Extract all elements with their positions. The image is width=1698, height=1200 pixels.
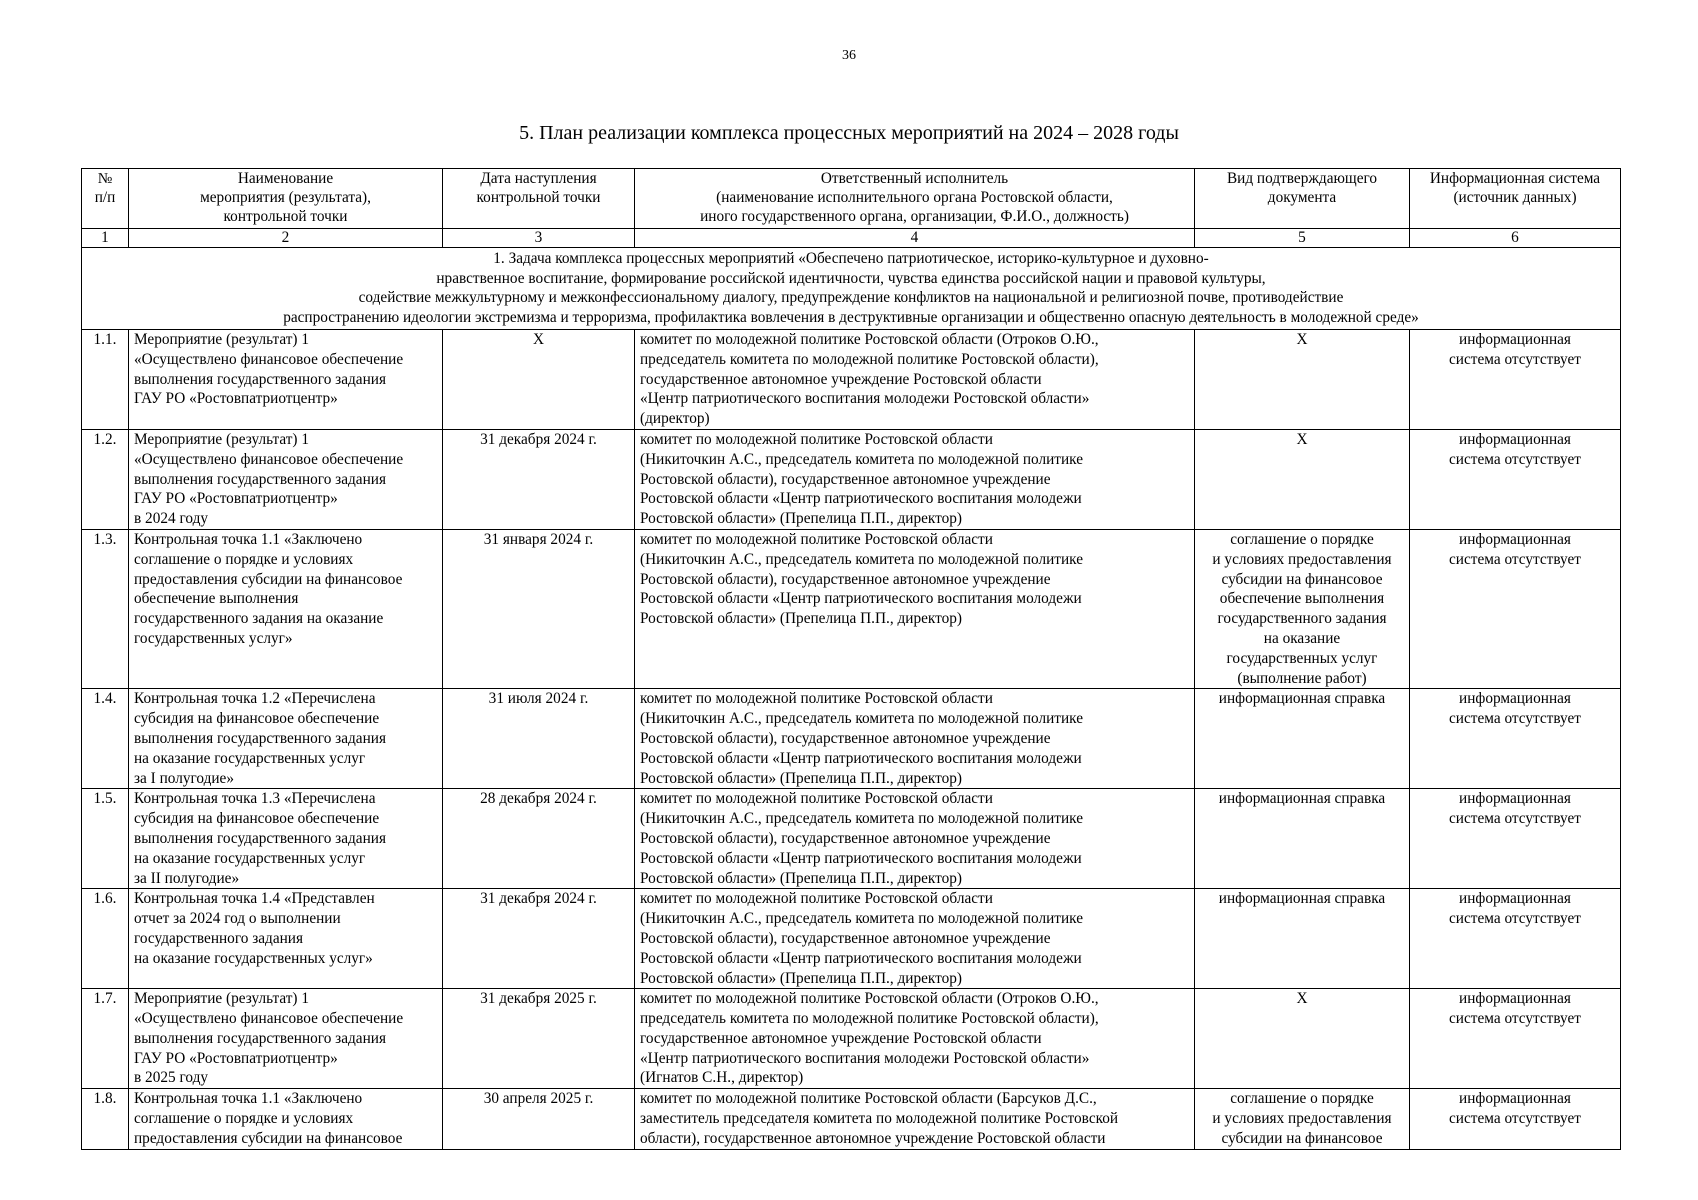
row-name: Мероприятие (результат) 1 «Осуществлено финансовое обеспечение выполнения государственного задания ГАУ РО «Ростовпатриотцентр» в 2024 году [129, 429, 443, 529]
row-responsible: комитет по молодежной политике Ростовской области (Никиточкин А.С., председатель комитета по молодежной политике Ростовской области), государственное автономное учреждение Ростовской области «Центр патриотического воспитания молодежи Ростовской области» (Препелица П.П., директор) [635, 889, 1195, 989]
row-name: Контрольная точка 1.1 «Заключено соглашение о порядке и условиях предоставления субсидии на финансовое обеспечение выполнения государственного задания на оказание государственных услуг» [129, 529, 443, 688]
table-row [82, 889, 1621, 989]
column-number: 5 [1195, 229, 1410, 248]
column-number: 2 [129, 229, 443, 248]
row-document: Х [1195, 429, 1410, 529]
row-name: Контрольная точка 1.1 «Заключено соглашение о порядке и условиях предоставления субсидии на финансовое [129, 1089, 443, 1149]
column-number: 1 [82, 229, 129, 248]
row-info-system: информационная система отсутствует [1410, 429, 1621, 529]
row-number: 1.6. [82, 889, 129, 989]
row-document: соглашение о порядке и условиях предоставления субсидии на финансовое [1195, 1089, 1410, 1149]
table-row [82, 789, 1621, 889]
column-numbers-row [82, 229, 1621, 248]
row-name: Контрольная точка 1.2 «Перечислена субсидия на финансовое обеспечение выполнения государственного задания на оказание государственных услуг за I полугодие» [129, 689, 443, 789]
row-number: 1.5. [82, 789, 129, 889]
row-date: 30 апреля 2025 г. [443, 1089, 635, 1149]
row-date: 31 декабря 2024 г. [443, 889, 635, 989]
header-info-system: Информационная система (источник данных) [1410, 169, 1621, 229]
row-document: информационная справка [1195, 889, 1410, 989]
row-name: Мероприятие (результат) 1 «Осуществлено финансовое обеспечение выполнения государственного задания ГАУ РО «Ростовпатриотцентр» [129, 330, 443, 430]
table-row [82, 1089, 1621, 1149]
row-info-system: информационная система отсутствует [1410, 529, 1621, 688]
header-row [82, 169, 1621, 229]
header-document: Вид подтверждающего документа [1195, 169, 1410, 229]
row-number: 1.4. [82, 689, 129, 789]
row-date: 28 декабря 2024 г. [443, 789, 635, 889]
row-responsible: комитет по молодежной политике Ростовской области (Никиточкин А.С., председатель комитета по молодежной политике Ростовской области), государственное автономное учреждение Ростовской области «Центр патриотического воспитания молодежи Ростовской области» (Препелица П.П., директор) [635, 689, 1195, 789]
row-info-system: информационная система отсутствует [1410, 1089, 1621, 1149]
table-row [82, 689, 1621, 789]
header-responsible: Ответственный исполнитель (наименование исполнительного органа Ростовской области, иного государственного органа, организации, Ф.И.О., должность) [635, 169, 1195, 229]
row-info-system: информационная система отсутствует [1410, 689, 1621, 789]
table-row [82, 989, 1621, 1089]
header-name: Наименование мероприятия (результата), контрольной точки [129, 169, 443, 229]
plan-table [81, 168, 1621, 1150]
column-number: 4 [635, 229, 1195, 248]
row-date: 31 июля 2024 г. [443, 689, 635, 789]
row-responsible: комитет по молодежной политике Ростовской области (Отроков О.Ю., председатель комитета по молодежной политике Ростовской области), государственное автономное учреждение Ростовской области «Центр патриотического воспитания молодежи Ростовской области» (Игнатов С.Н., директор) [635, 989, 1195, 1089]
row-date: 31 декабря 2025 г. [443, 989, 635, 1089]
row-document: Х [1195, 330, 1410, 430]
page-title: 5. План реализации комплекса процессных мероприятий на 2024 – 2028 годы [519, 122, 1179, 144]
row-responsible: комитет по молодежной политике Ростовской области (Никиточкин А.С., председатель комитета по молодежной политике Ростовской области), государственное автономное учреждение Ростовской области «Центр патриотического воспитания молодежи Ростовской области» (Препелица П.П., директор) [635, 789, 1195, 889]
row-date: 31 января 2024 г. [443, 529, 635, 688]
row-info-system: информационная система отсутствует [1410, 789, 1621, 889]
row-number: 1.3. [82, 529, 129, 688]
row-document: соглашение о порядке и условиях предоставления субсидии на финансовое обеспечение выполнения государственного задания на оказание государственных услуг (выполнение работ) [1195, 529, 1410, 688]
row-info-system: информационная система отсутствует [1410, 989, 1621, 1089]
row-number: 1.7. [82, 989, 129, 1089]
row-name: Контрольная точка 1.3 «Перечислена субсидия на финансовое обеспечение выполнения государственного задания на оказание государственных услуг за II полугодие» [129, 789, 443, 889]
page-number: 36 [842, 48, 856, 63]
table-row [82, 429, 1621, 529]
task-description: 1. Задача комплекса процессных мероприятий «Обеспечено патриотическое, историко-культурное и духовно- нравственное воспитание, формирование российской идентичности, чувства единства российской нации и правовой культуры, содействие межкультурному и межконфессиональному диалогу, предупреждение конфликтов на национальной и религиозной почве, противодействие распространению идеологии экстремизма и терроризма, профилактика вовлечения в деструктивные организации и общественно опасную деятельность в молодежной среде» [82, 248, 1621, 330]
row-document: информационная справка [1195, 689, 1410, 789]
column-number: 6 [1410, 229, 1621, 248]
row-number: 1.1. [82, 330, 129, 430]
row-number: 1.2. [82, 429, 129, 529]
row-info-system: информационная система отсутствует [1410, 330, 1621, 430]
row-info-system: информационная система отсутствует [1410, 889, 1621, 989]
header-date: Дата наступления контрольной точки [443, 169, 635, 229]
row-responsible: комитет по молодежной политике Ростовской области (Никиточкин А.С., председатель комитета по молодежной политике Ростовской области), государственное автономное учреждение Ростовской области «Центр патриотического воспитания молодежи Ростовской области» (Препелица П.П., директор) [635, 429, 1195, 529]
row-document: информационная справка [1195, 789, 1410, 889]
task-row [82, 248, 1621, 330]
table-row [82, 529, 1621, 688]
row-date: 31 декабря 2024 г. [443, 429, 635, 529]
row-responsible: комитет по молодежной политике Ростовской области (Барсуков Д.С., заместитель председателя комитета по молодежной политике Ростовской области), государственное автономное учреждение Ростовской области [635, 1089, 1195, 1149]
row-name: Мероприятие (результат) 1 «Осуществлено финансовое обеспечение выполнения государственного задания ГАУ РО «Ростовпатриотцентр» в 2025 году [129, 989, 443, 1089]
row-date: Х [443, 330, 635, 430]
row-name: Контрольная точка 1.4 «Представлен отчет за 2024 год о выполнении государственного задания на оказание государственных услуг» [129, 889, 443, 989]
row-document: Х [1195, 989, 1410, 1089]
column-number: 3 [443, 229, 635, 248]
row-responsible: комитет по молодежной политике Ростовской области (Никиточкин А.С., председатель комитета по молодежной политике Ростовской области), государственное автономное учреждение Ростовской области «Центр патриотического воспитания молодежи Ростовской области» (Препелица П.П., директор) [635, 529, 1195, 688]
table-row [82, 330, 1621, 430]
row-number: 1.8. [82, 1089, 129, 1149]
header-num: № п/п [82, 169, 129, 229]
row-responsible: комитет по молодежной политике Ростовской области (Отроков О.Ю., председатель комитета по молодежной политике Ростовской области), государственное автономное учреждение Ростовской области «Центр патриотического воспитания молодежи Ростовской области» (директор) [635, 330, 1195, 430]
